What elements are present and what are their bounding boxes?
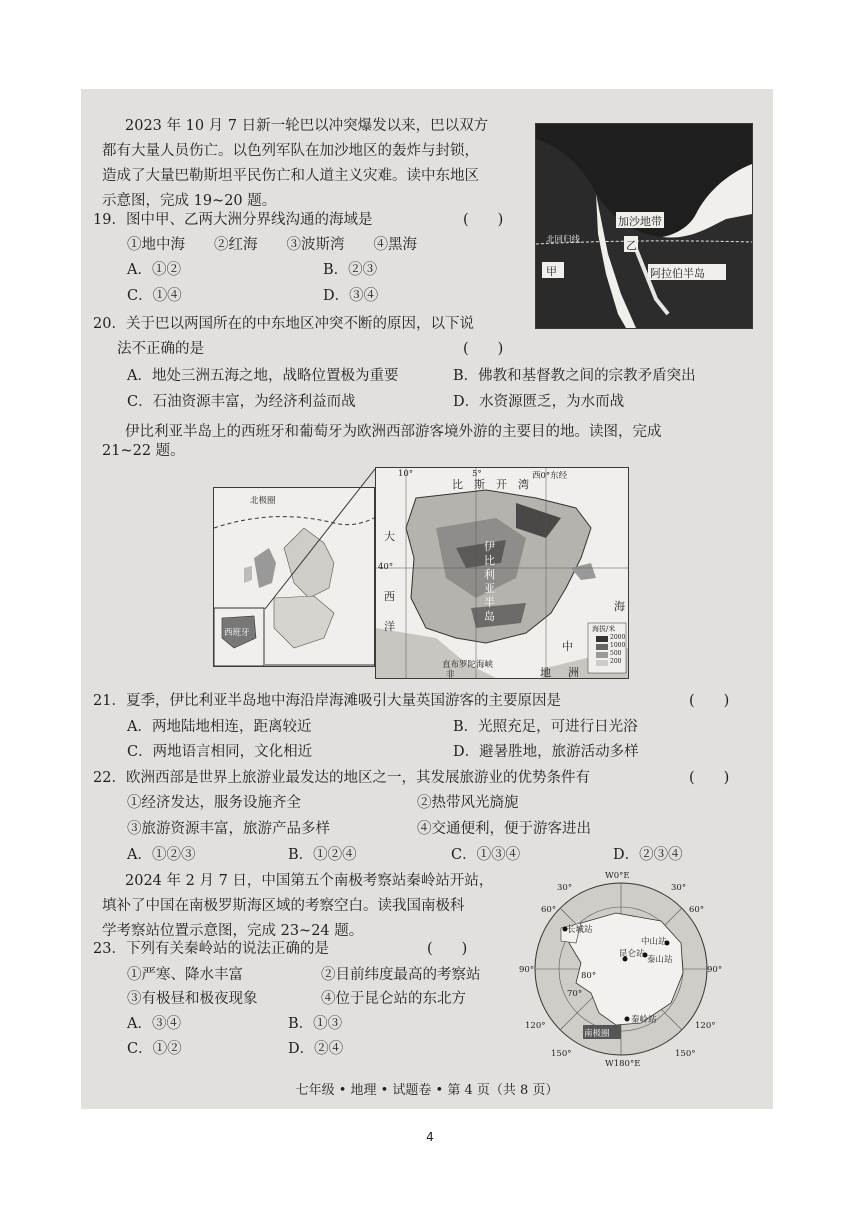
yi-label: 乙	[626, 239, 637, 252]
q20-stem-1: 20．关于巴以两国所在的中东地区冲突不断的原因，以下说	[93, 316, 474, 332]
peninsula-label-4: 亚	[484, 582, 495, 595]
intro1-line-3: 造成了大量巴勒斯坦平民伤亡和人道主义灾难。读中东地区	[102, 168, 479, 184]
great-wall-station-label: 长城站	[567, 925, 593, 935]
q19-option-b: B．②③	[323, 262, 378, 278]
zhou-label: 洲	[568, 666, 579, 679]
iberia-map	[375, 467, 629, 679]
q23-option-c: C．①②	[127, 1041, 182, 1057]
atlantic-label-3: 洋	[384, 620, 395, 633]
zoom-connector-lines	[261, 467, 381, 667]
ant-lat70: 70°	[567, 989, 583, 999]
q21-option-b: B．光照充足，可进行日光浴	[453, 719, 638, 735]
intro2-line-1: 伊比利亚半岛上的西班牙和葡萄牙为欧洲西部游客境外游的主要目的地。读图，完成	[125, 424, 662, 440]
ant-l90: 90°	[519, 965, 535, 975]
antarctica-map	[521, 873, 721, 1069]
q19-option-c: C．①④	[127, 288, 182, 304]
lon-10-label: 10°	[398, 469, 414, 479]
q19-stem: 19．图中甲、乙两大洲分界线沟通的海域是	[93, 212, 373, 228]
ant-l30: 30°	[557, 883, 573, 893]
lon-5-label: 5°	[472, 469, 482, 479]
biscay-label: 比 斯 开 湾	[452, 478, 529, 491]
kunlun-station-label: 昆仑站	[619, 949, 645, 959]
intro1-line-4: 示意图，完成 19~20 题。	[102, 193, 277, 209]
gaza-label: 加沙地带	[618, 215, 662, 228]
zhongshan-station-label: 中山站	[641, 937, 667, 947]
q20-paren: ( )	[463, 341, 504, 357]
peninsula-label-5: 半	[484, 596, 495, 609]
q22-option-c: C．①③④	[451, 847, 521, 863]
ant-r60: 60°	[689, 905, 705, 915]
q23-item-1: ①严寒、降水丰富	[127, 967, 243, 983]
qinling-station-label: 秦岭站	[631, 1015, 657, 1025]
med-label-1: 中	[562, 640, 573, 653]
ant-r120: 120°	[695, 1021, 716, 1031]
q23-paren: ( )	[427, 941, 468, 957]
jia-label: 甲	[546, 265, 557, 278]
q20-stem-2: 法不正确的是	[117, 341, 204, 357]
middle-east-map	[535, 123, 753, 329]
intro3-line-3: 学考察站位置示意图，完成 23~24 题。	[102, 923, 364, 939]
q22-paren: ( )	[689, 770, 730, 786]
q22-item-4: ④交通便利，便于游客进出	[417, 821, 591, 837]
tropic-label: 北回归线	[546, 235, 581, 245]
med-label-2: 海	[614, 600, 625, 613]
atlantic-label-1: 大	[384, 530, 395, 543]
q23-item-2: ②目前纬度最高的考察站	[321, 967, 481, 983]
q22-option-d: D．②③④	[613, 847, 683, 863]
peninsula-label-2: 比	[484, 554, 495, 567]
q19-paren: ( )	[463, 212, 504, 228]
exam-footer: 七年级 • 地理 • 试题卷 • 第 4 页（共 8 页）	[295, 1083, 559, 1098]
legend-200: 200	[610, 658, 622, 665]
q20-option-c: C．石油资源丰富，为经济利益而战	[127, 394, 356, 410]
scanned-exam-page	[81, 89, 773, 1109]
ant-lat80: 80°	[581, 971, 597, 981]
q23-stem: 23．下列有关秦岭站的说法正确的是	[93, 941, 329, 957]
spain-label: 西班牙	[224, 628, 250, 638]
intro1-line-2: 都有大量人员伤亡。以色列军队在加沙地区的轰炸与封锁，	[102, 143, 479, 159]
arctic-circle-label: 北极圈	[250, 496, 276, 506]
peninsula-label-6: 岛	[484, 610, 495, 623]
lat-40-label: 40°	[378, 562, 394, 572]
q19-option-d: D．③④	[323, 288, 379, 304]
q22-option-a: A．①②③	[127, 847, 196, 863]
q21-stem: 21．夏季，伊比利亚半岛地中海沿岸海滩吸引大量英国游客的主要原因是	[93, 693, 561, 709]
q22-option-b: B．①②④	[288, 847, 357, 863]
q23-item-4: ④位于昆仑站的东北方	[321, 991, 466, 1007]
gibraltar-label: 直布罗陀海峡	[442, 660, 494, 670]
intro3-line-1: 2024 年 2 月 7 日，中国第五个南极考察站秦岭站开站，	[125, 873, 494, 889]
taishan-station-label: 泰山站	[647, 955, 673, 965]
ant-r150: 150°	[675, 1049, 696, 1059]
arabia-label: 阿拉伯半岛	[650, 267, 705, 280]
ant-r90: 90°	[707, 965, 723, 975]
peninsula-label-1: 伊	[484, 540, 495, 553]
q22-stem: 22．欧洲西部是世界上旅游业最发达的地区之一，其发展旅游业的优势条件有	[93, 770, 590, 786]
q20-option-b: B．佛教和基督教之间的宗教矛盾突出	[453, 368, 696, 384]
intro2-line-2: 21~22 题。	[102, 443, 185, 459]
di-label: 地	[540, 666, 551, 679]
ant-top-label: W0°E	[605, 871, 630, 881]
q21-option-d: D．避暑胜地，旅游活动多样	[453, 744, 639, 760]
fei-label: 非	[446, 670, 455, 679]
ant-bottom-label: W180°E	[605, 1059, 641, 1069]
q19-items: ①地中海 ②红海 ③波斯湾 ④黑海	[127, 237, 417, 253]
antarctic-circle-label: 南极圈	[584, 1029, 610, 1039]
page-number: 4	[426, 1130, 434, 1144]
legend-title: 海拔/米	[592, 625, 616, 633]
atlantic-label-2: 西	[384, 590, 395, 603]
q19-option-a: A．①②	[127, 262, 181, 278]
q23-option-a: A．③④	[127, 1016, 181, 1032]
q20-option-a: A．地处三洲五海之地，战略位置极为重要	[127, 368, 399, 384]
legend-2000: 2000	[610, 634, 626, 641]
q21-option-a: A．两地陆地相连，距离较近	[127, 719, 312, 735]
legend-500: 500	[610, 650, 622, 657]
q22-item-1: ①经济发达，服务设施齐全	[127, 795, 301, 811]
ant-l60: 60°	[541, 905, 557, 915]
q22-item-3: ③旅游资源丰富，旅游产品多样	[127, 821, 330, 837]
ant-l150: 150°	[551, 1049, 572, 1059]
ant-r30: 30°	[671, 883, 687, 893]
q20-option-d: D．水资源匮乏，为水而战	[453, 394, 625, 410]
q21-paren: ( )	[689, 693, 730, 709]
q23-option-b: B．①③	[288, 1016, 343, 1032]
lon-0-label: 西0°东经	[532, 471, 568, 481]
q21-option-c: C．两地语言相同，文化相近	[127, 744, 313, 760]
q23-option-d: D．②④	[288, 1041, 344, 1057]
legend-1000: 1000	[610, 642, 626, 649]
q22-item-2: ②热带风光旖旎	[417, 795, 519, 811]
intro1-line-1: 2023 年 10 月 7 日新一轮巴以冲突爆发以来，巴以双方	[125, 118, 489, 134]
intro3-line-2: 填补了中国在南极罗斯海区域的考察空白。读我国南极科	[102, 898, 465, 914]
ant-l120: 120°	[525, 1021, 546, 1031]
peninsula-label-3: 利	[484, 568, 495, 581]
q23-item-3: ③有极昼和极夜现象	[127, 991, 258, 1007]
